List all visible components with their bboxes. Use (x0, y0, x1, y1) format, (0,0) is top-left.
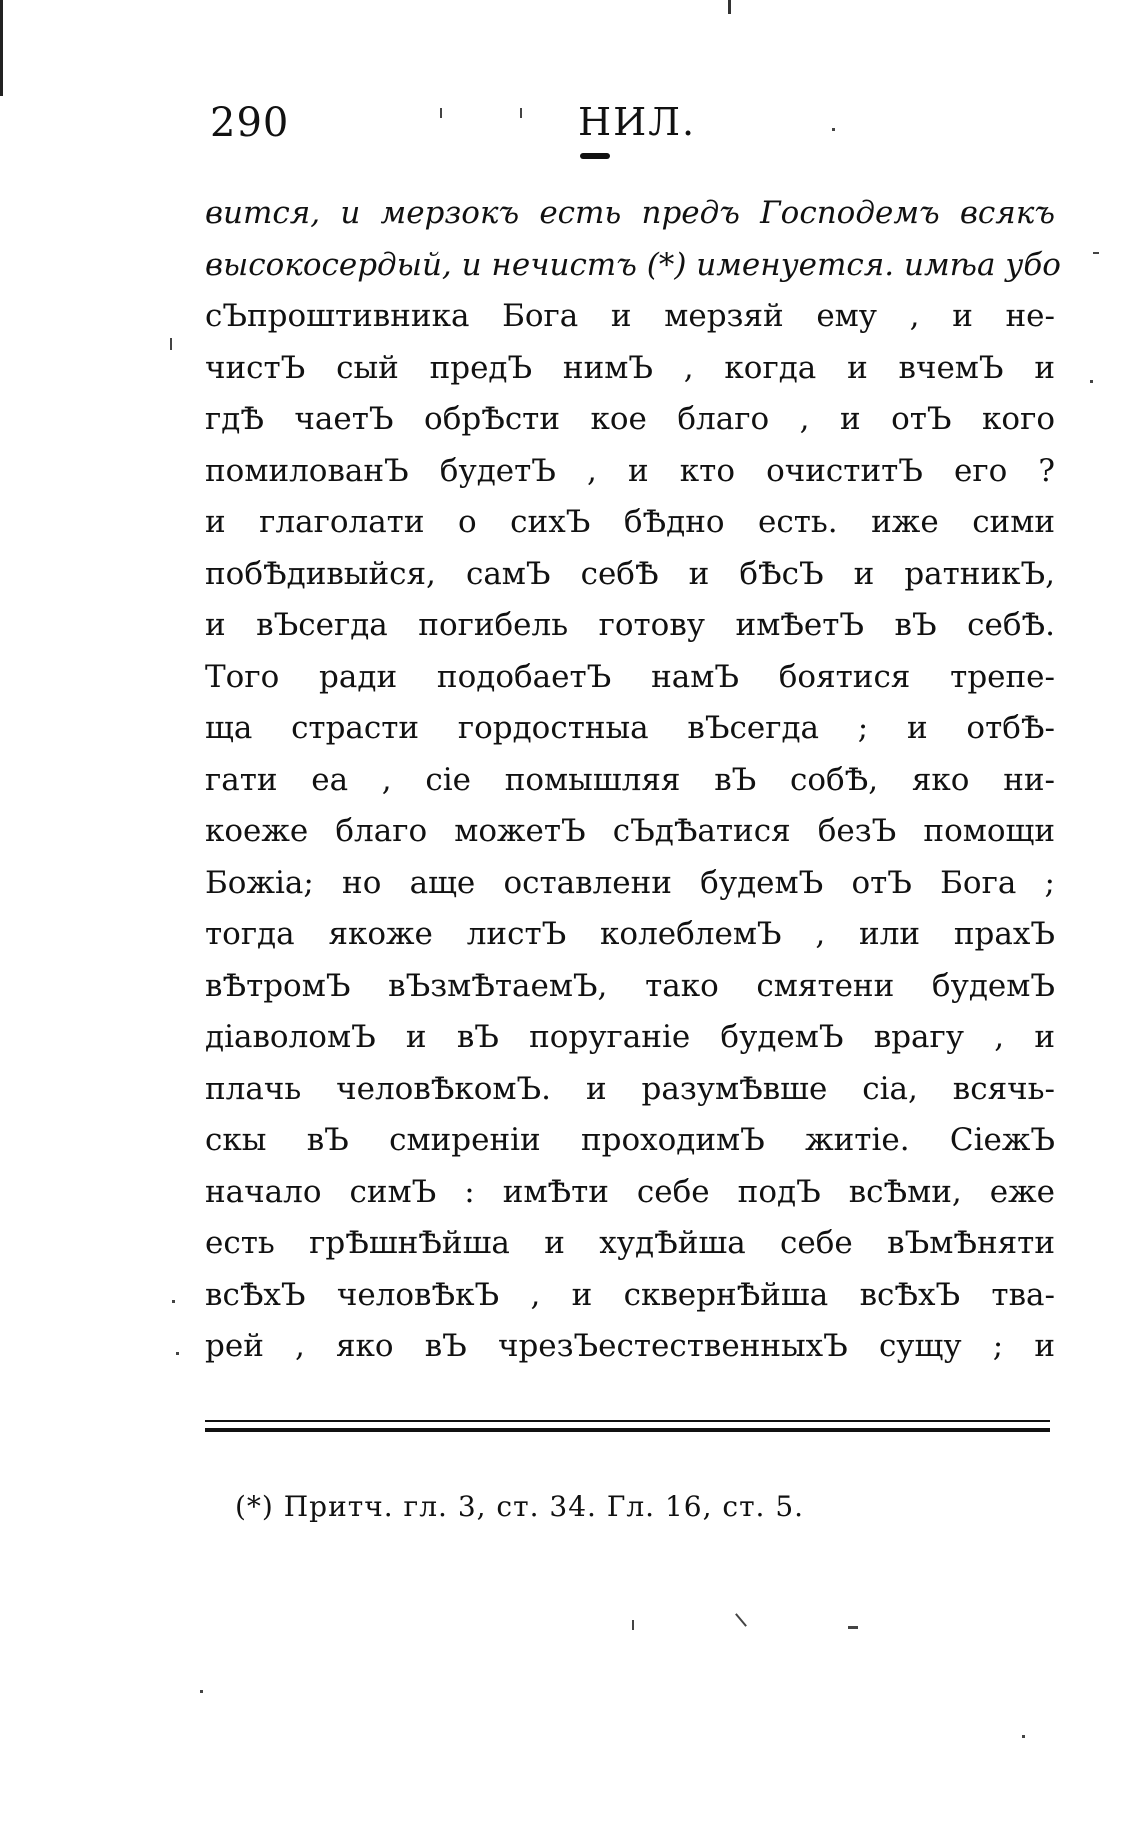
text-line: есть грѢшнѢйша и худѢйша себе вЪмѢняти (205, 1225, 1055, 1261)
text-line: помилованЪ будетЪ , и кто очиститЪ его ? (205, 452, 1055, 489)
text-line: побѢдивыйся, самЪ себѢ и бѢсЪ и ратникЪ, (205, 555, 1055, 592)
running-head: НИЛ. (578, 100, 697, 144)
text-line: и глаголати о сихЪ бѢдно есть. иже сими (205, 504, 1055, 540)
text-line: высокосердый, и нечистъ (*) именуется. имѣа убо (205, 246, 1061, 283)
text-line: вится, и мерзокъ есть предъ Господемъ всякъ (205, 195, 1055, 231)
text-line: гдѢ чаетЪ обрѢсти кое благо , и отЪ кого (205, 401, 1055, 437)
footnote-rule-thin (205, 1420, 1050, 1422)
print-speck (200, 1690, 203, 1693)
text-line: плачь человѢкомЪ. и разумѢвше сiа, всячь- (205, 1070, 1055, 1107)
print-speck (1093, 252, 1099, 254)
print-speck (170, 338, 172, 350)
text-line: дiаволомЪ и вЪ поруганiе будемЪ врагу , и (205, 1019, 1055, 1055)
page-number: 290 (210, 100, 290, 146)
text-line: Того ради подобаетЪ намЪ боятися трепе- (205, 658, 1055, 695)
print-speck (176, 1352, 179, 1355)
text-line: скы вЪ смиренiи проходимЪ житiе. СiежЪ (205, 1122, 1055, 1158)
print-speck (848, 1626, 858, 1629)
text-line: коеже благо можетЪ сЪдѢатися безЪ помощи (205, 813, 1055, 849)
print-speck (832, 128, 835, 131)
print-speck (440, 108, 442, 118)
text-line: чистЪ сый предЪ нимЪ , когда и вчемЪ и (205, 349, 1055, 386)
text-line: всѢхЪ человѢкЪ , и сквернѢйша всѢхЪ тва- (205, 1276, 1055, 1313)
text-line: Божiа; но аще оставлени будемЪ отЪ Бога ; (205, 864, 1055, 901)
body-text (205, 188, 1061, 1373)
print-speck (520, 108, 522, 118)
text-line: начало симЪ : имѢти себе подЪ всѢми, еже (205, 1173, 1055, 1210)
text-line: сЪпроштивника Бога и мерзяй ему , и не- (205, 298, 1055, 334)
print-speck (172, 1300, 175, 1303)
print-speck (735, 1613, 747, 1627)
print-speck (1022, 1735, 1025, 1738)
text-line: и вЪсегда погибель готову имѢетЪ вЪ себѢ. (205, 607, 1055, 643)
footnote: (*) Притч. гл. 3, ст. 34. Гл. 16, ст. 5. (235, 1490, 805, 1523)
header-ornament (580, 153, 610, 159)
text-line: тогда якоже листЪ колеблемЪ , или прахЪ (205, 916, 1055, 952)
page-header (210, 100, 1050, 156)
text-line: вѢтромЪ вЪзмѢтаемЪ, тако смятени будемЪ (205, 967, 1055, 1004)
page-edge-mark (0, 0, 3, 96)
top-edge-tick (728, 0, 731, 14)
print-speck (632, 1620, 634, 1630)
text-line: ща страсти гордостныа вЪсегда ; и отбѢ- (205, 710, 1055, 746)
footnote-rule-thick (205, 1428, 1050, 1432)
text-line: рей , яко вЪ чрезЪестественныхЪ сущу ; и (205, 1328, 1055, 1364)
text-line: гати еа , сiе помышляя вЪ собѢ, яко ни- (205, 761, 1055, 798)
print-speck (1090, 380, 1093, 383)
